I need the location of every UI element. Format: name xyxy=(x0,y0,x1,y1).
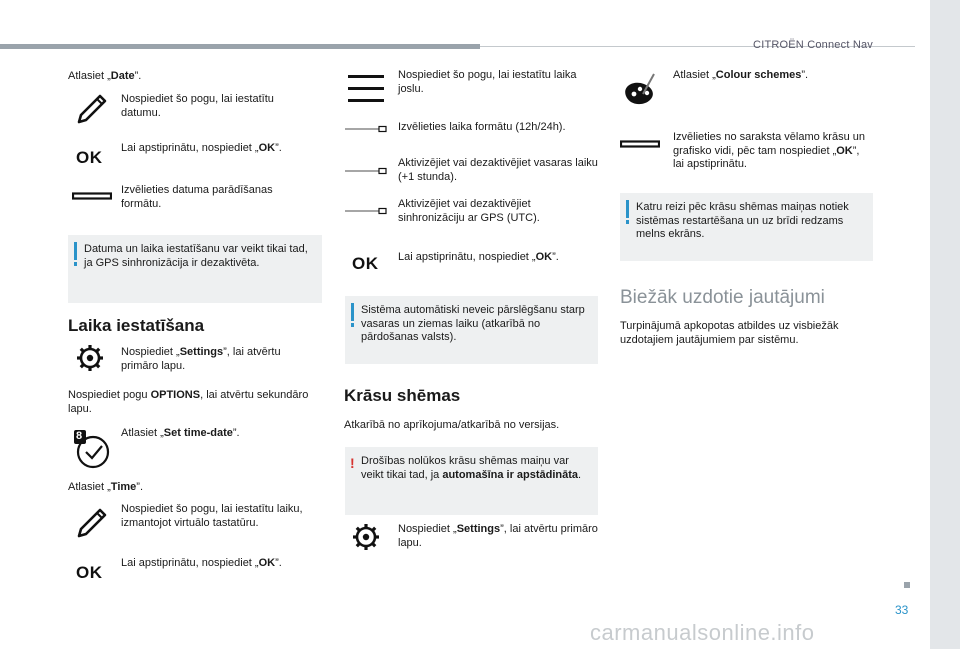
side-strip xyxy=(930,0,960,649)
info-icon xyxy=(74,242,77,260)
step-settings: Nospiediet „Settings”, lai atvērtu primāro lapu. xyxy=(121,346,281,372)
colours-intro: Atkarībā no aprīkojuma/atkarībā no versijas. xyxy=(344,419,560,431)
step-pencil-time: Nospiediet šo pogu, lai iestatītu laiku, izmantojot virtuālo tastatūru. xyxy=(121,503,303,529)
toggle-line-icon xyxy=(345,167,387,175)
info-icon xyxy=(351,303,354,321)
gear-icon xyxy=(76,344,104,372)
faq-intro: Turpinājumā apkopotas atbildes uz visbiežāk uzdotajiem jautājumiem par sistēmu. xyxy=(620,320,839,346)
step-colour-schemes: Atlasiet „Colour schemes”. xyxy=(673,69,809,81)
page-marker xyxy=(904,582,910,588)
palette-icon xyxy=(620,72,660,110)
brand-label: CITROËN Connect Nav xyxy=(753,39,873,51)
badge-number: 8 xyxy=(76,430,83,442)
menu-icon xyxy=(347,74,385,104)
step-ok-1: Lai apstiprinātu, nospiediet „OK”. xyxy=(121,142,282,154)
date-intro: Atlasiet „Date”. xyxy=(68,70,142,82)
pencil-icon xyxy=(75,92,109,126)
selector-bar-icon xyxy=(620,140,660,150)
note-restart: Katru reizi pēc krāsu shēmas maiņas notiek sistēmas restartēšana un uz brīdi redzams melns ekrāns. xyxy=(620,193,873,261)
step-ok-2: Lai apstiprinātu, nospiediet „OK”. xyxy=(121,557,282,569)
step-dst: Aktivizējiet vai dezaktivējiet vasaras laiku (+1 stunda). xyxy=(398,157,598,183)
step-format: Izvēlieties datuma parādīšanas formātu. xyxy=(121,184,273,210)
clock-icon xyxy=(72,428,112,470)
note-auto-switch: Sistēma automātiski neveic pārslēgšanu starp vasaras un ziemas laiku (atkarībā no pārdošanas valsts). xyxy=(345,296,598,364)
time-intro: Atlasiet „Time”. xyxy=(68,481,144,493)
selector-line-icon xyxy=(345,125,387,133)
step-timezone: Nospiediet šo pogu, lai iestatītu laika joslu. xyxy=(398,69,577,95)
heading-time-settings: Laika iestatīšana xyxy=(68,316,205,335)
toggle-line-icon xyxy=(345,207,387,215)
ok-icon: OK xyxy=(352,254,379,273)
info-icon xyxy=(626,200,629,218)
step-pencil-date: Nospiediet šo pogu, lai iestatītu datumu. xyxy=(121,93,274,119)
page-number: 33 xyxy=(895,603,909,617)
pencil-icon xyxy=(75,506,109,540)
watermark: carmanualsonline.info xyxy=(590,620,815,645)
step-gps-sync: Aktivizējiet vai dezaktivējiet sinhronizāciju ar GPS (UTC). xyxy=(398,198,540,224)
step-choose-colour: Izvēlieties no saraksta vēlamo krāsu un grafisko vidi, pēc tam nospiediet „OK”, lai apstiprinātu. xyxy=(673,131,865,170)
step-time-format: Izvēlieties laika formātu (12h/24h). xyxy=(398,121,566,133)
ok-icon: OK xyxy=(76,563,103,582)
heading-colour-schemes: Krāsu shēmas xyxy=(344,386,461,405)
warning-note: ! Drošības nolūkos krāsu shēmas maiņu var veikt tikai tad, ja automašīna ir apstādināta. xyxy=(345,447,598,515)
header-bar xyxy=(0,44,480,49)
ok-icon: OK xyxy=(76,148,103,167)
step-settings-2: Nospiediet „Settings”, lai atvērtu primāro lapu. xyxy=(398,523,598,549)
options-instruction: Nospiediet pogu OPTIONS, lai atvērtu sekundāro lapu. xyxy=(68,389,309,415)
heading-faq: Biežāk uzdotie jautājumi xyxy=(620,287,825,308)
warning-icon: ! xyxy=(350,455,355,471)
step-set-time-date: Atlasiet „Set time-date”. xyxy=(121,427,240,439)
step-ok: Lai apstiprinātu, nospiediet „OK”. xyxy=(398,251,559,263)
gear-icon xyxy=(352,523,380,551)
note-gps: Datuma un laika iestatīšanu var veikt tikai tad, ja GPS sinhronizācija ir dezaktivēta. xyxy=(68,235,322,303)
selector-bar-icon xyxy=(72,192,112,202)
